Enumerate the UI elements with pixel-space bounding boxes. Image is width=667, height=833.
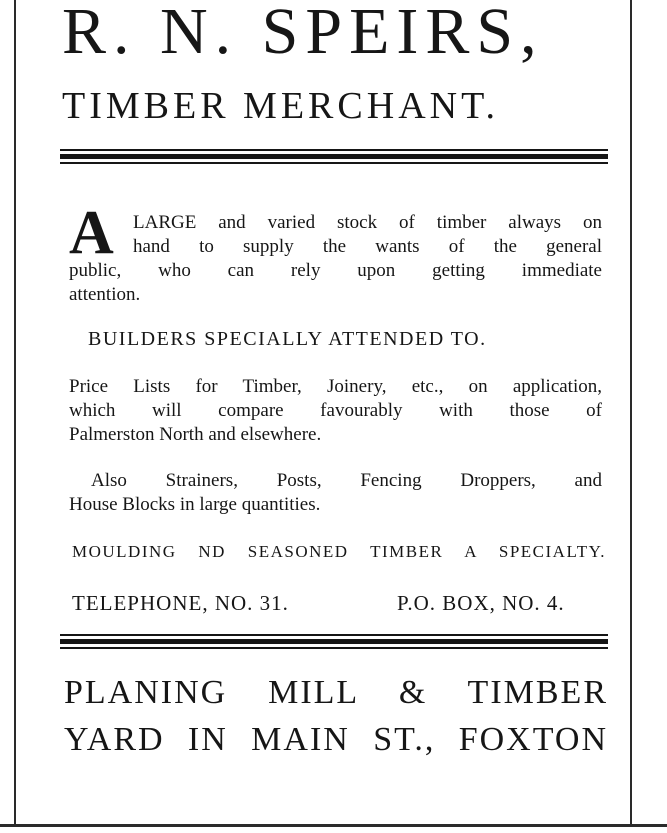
mill-line: YARD IN MAIN ST., FOXTON [64,721,608,758]
bottom-rule-thin-lower [60,647,608,649]
builders-notice: BUILDERS SPECIALLY ATTENDED TO. [88,328,487,350]
top-rule-thick [60,154,608,159]
frame-right-border [630,0,632,826]
price-line: Palmerston North and elsewhere. [69,424,322,445]
moulding-specialty: MOULDING ND SEASONED TIMBER A SPECIALTY. [72,542,606,561]
strainers-line: House Blocks in large quantities. [69,494,321,515]
po-box-number: P.O. BOX, NO. 4. [397,591,565,615]
intro-line: public, who can rely upon getting immediate [69,260,602,281]
mill-line: PLANING MILL & TIMBER [64,674,608,711]
frame-bottom-border [0,824,667,827]
strainers-line: Also Strainers, Posts, Fencing Droppers, and [91,470,602,491]
trade-title: TIMBER MERCHANT. [62,85,499,127]
intro-line: attention. [69,284,141,305]
bottom-rule-thin [60,634,608,636]
telephone-number: TELEPHONE, NO. 31. [72,591,289,615]
frame-left-border [14,0,16,826]
strainers-paragraph [69,469,602,517]
intro-paragraph [69,211,602,307]
top-rule-thin-lower [60,162,608,164]
intro-line: LARGE and varied stock of timber always on [133,212,602,233]
merchant-name: R. N. SPEIRS, [62,0,544,68]
price-line: which will compare favourably with those of [69,400,602,421]
intro-line: hand to supply the wants of the general [133,236,602,257]
bottom-rule-thick [60,639,608,644]
price-lists-paragraph [69,375,602,447]
drop-cap: A [69,199,114,267]
top-rule-thin [60,149,608,151]
price-line: Price Lists for Timber, Joinery, etc., on application, [69,376,602,397]
